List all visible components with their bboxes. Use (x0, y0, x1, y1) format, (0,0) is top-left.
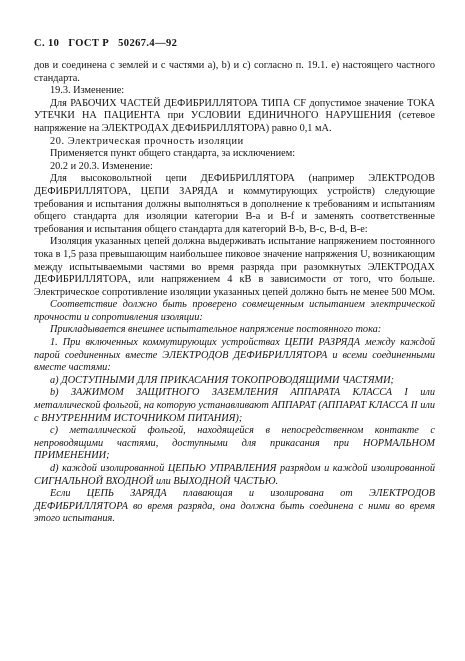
page-header (34, 38, 183, 49)
paragraph: Для высоковольтной цепи ДЕФИБРИЛЛЯТОРА (например ЭЛЕКТРОДОВ ДЕФИБРИЛЛЯТОРА, ЦЕПИ ЗАРЯДА и коммутирующих устройств) следующие требования и испытания должны выполняться в дополнение к требованиям и испытаниям общего стандарта для изоляции категории B-a и B-f и заменять соответственные требования и испытания общего стандарта для категорий B-b, B-c, B-d, B-e: (34, 173, 435, 235)
list-item: d) каждой изолированной ЦЕПЬЮ УПРАВЛЕНИЯ разрядом и каждой изолированной СИГНАЛЬНОЙ ВХОДНОЙ или ВЫХОДНОЙ ЧАСТЬЮ. (34, 463, 435, 487)
page-number: С. 10 (34, 38, 60, 49)
list-item: b) ЗАЖИМОМ ЗАЩИТНОГО ЗАЗЕМЛЕНИЯ АППАРАТА КЛАССА I или металлической фольгой, на которую устанавливают АППАРАТ (АППАРАТ КЛАССА II или с ВНУТРЕННИМ ИСТОЧНИКОМ ПИТАНИЯ); (34, 387, 435, 424)
paragraph: Изоляция указанных цепей должна выдерживать испытание напряжением постоянного тока в 1,5 раза превышающим наибольшее пиковое значение напряжения U, возникающим между испытываемыми частями во время разряда при разомкнутых ЭЛЕКТРОДАХ ДЕФИБРИЛЛЯТОРА, или напряжением 4 кВ в зависимости от того, что больше. Электрическое сопротивление изоляции указанных цепей должно быть не менее 500 МОм. (34, 236, 435, 298)
standard-label: ГОСТ Р (68, 38, 110, 49)
paragraph: Применяется пункт общего стандарта, за исключением: (50, 148, 296, 160)
paragraph: дов и соединена с землей и с частями a), b) и c) согласно п. 19.1. е) настоящего частного стандарта. (34, 60, 435, 84)
paragraph: Соответствие должно быть проверено совмещенным испытанием электрической прочности и сопротивления изоляции: (34, 299, 435, 323)
list-item: c) металлической фольгой, находящейся в непосредственном контакте с непроводящими частями, доступными для прикасания при НОРМАЛЬНОМ ПРИМЕНЕНИИ; (34, 425, 435, 462)
section-heading: 19.3. Изменение: (50, 85, 125, 97)
paragraph: Прикладывается внешнее испытательное напряжение постоянного тока: (50, 324, 382, 336)
section-heading: 20.2 и 20.3. Изменение: (50, 160, 153, 172)
list-item: a) ДОСТУПНЫМИ ДЛЯ ПРИКАСАНИЯ ТОКОПРОВОДЯЩИМИ ЧАСТЯМИ; (50, 374, 394, 386)
standard-number: 50267.4—92 (118, 38, 178, 49)
document-body (34, 60, 435, 526)
list-item: 1. При включенных коммутирующих устройствах ЦЕПИ РАЗРЯДА между каждой парой соединенных вместе ЭЛЕКТРОДОВ ДЕФИБРИЛЛЯТОРА и всеми соединенными вместе частями: (34, 337, 435, 374)
paragraph: Для РАБОЧИХ ЧАСТЕЙ ДЕФИБРИЛЛЯТОРА ТИПА CF допустимое значение ТОКА УТЕЧКИ НА ПАЦИЕНТА при УСЛОВИИ ЕДИНИЧНОГО НАРУШЕНИЯ (сетевое напряжение на ЭЛЕКТРОДАХ ДЕФИБРИЛЛЯТОРА) равно 0,1 мА. (34, 97, 435, 134)
section-heading: 20. Электрическая прочность изоляции (50, 135, 244, 147)
paragraph: Если ЦЕПЬ ЗАРЯДА плавающая и изолирована от ЭЛЕКТРОДОВ ДЕФИБРИЛЛЯТОРА во время разряда, она должна быть соединена с ними во время этого испытания. (34, 488, 435, 525)
